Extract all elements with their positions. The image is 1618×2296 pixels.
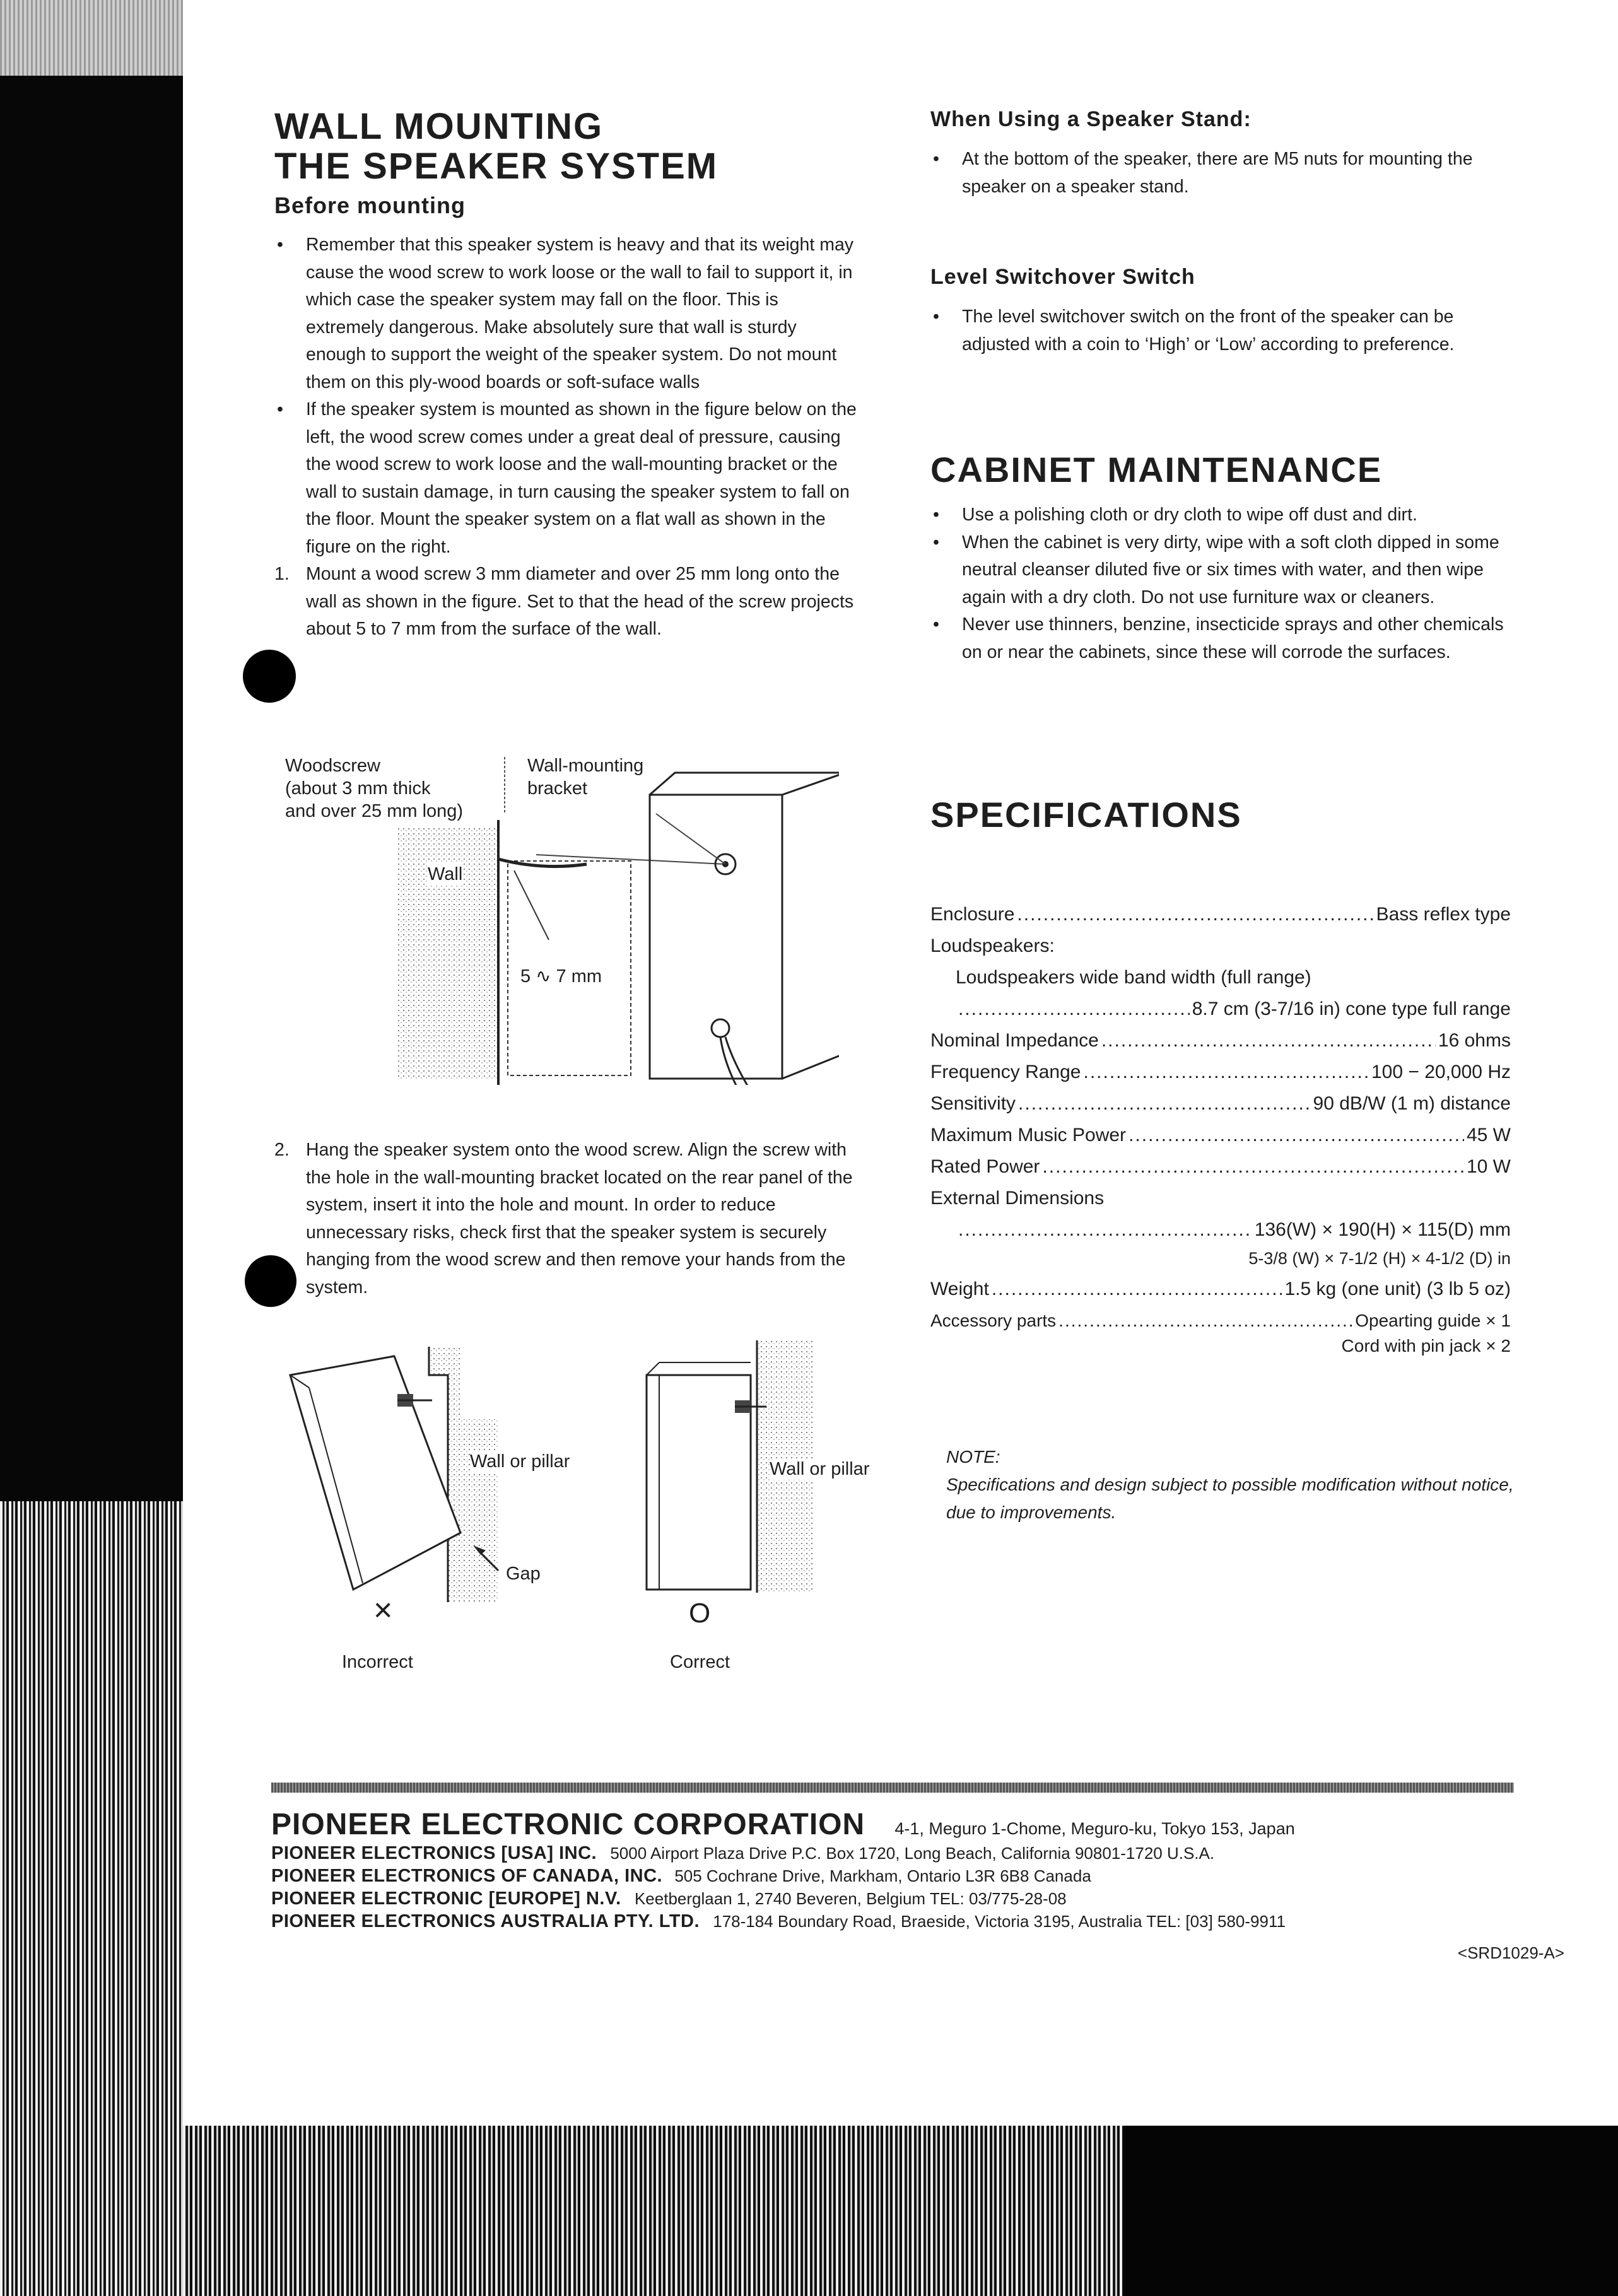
footer-europe	[271, 1890, 1067, 1907]
correct-mark-icon: O	[689, 1598, 711, 1629]
spec-value: 8.7 cm (3-7/16 in) cone type full range	[1192, 999, 1511, 1019]
spec-row-loudspeakers-value	[956, 997, 1511, 1022]
list-item-text: If the speaker system is mounted as shown in the figure below on the left, the wood screw comes under a great deal of pressure, causing the wood screw to work loose and the wall-mounting bracket or the wall to sustain damage, in turn causing the speaker system to fall on the floor. Mount the speaker system on a flat wall as shown in the figure on the right.	[306, 399, 857, 557]
spec-label: Enclosure	[930, 904, 1015, 925]
footer-australia	[271, 1912, 1286, 1930]
spec-value: 10 W	[1466, 1156, 1511, 1177]
list-item	[274, 231, 861, 396]
corporation-address: 4-1, Meguro 1-Chome, Meguro-ku, Tokyo 153, Japan	[894, 1819, 1295, 1838]
bullet-icon: •	[277, 235, 283, 255]
bullet-icon: •	[933, 307, 939, 327]
step-item	[274, 1137, 861, 1301]
list-item	[930, 303, 1517, 358]
list-item-text: Use a polishing cloth or dry cloth to wipe off dust and dirt.	[962, 505, 1417, 525]
spec-row-max-music-power	[930, 1123, 1511, 1148]
spec-label: Frequency Range	[930, 1062, 1081, 1082]
list-item	[930, 501, 1517, 529]
spec-value: Opearting guide × 1	[1355, 1311, 1511, 1330]
canada-company-name: PIONEER ELECTRONICS OF CANADA, INC.	[271, 1866, 663, 1886]
spec-row-rated-power	[930, 1154, 1511, 1180]
wall-label: Wall	[428, 864, 463, 884]
speaker-stand-title: When Using a Speaker Stand:	[930, 107, 1252, 131]
spec-label: Rated Power	[930, 1156, 1040, 1177]
australia-company-name: PIONEER ELECTRONICS AUSTRALIA PTY. LTD.	[271, 1911, 700, 1931]
spec-value: Bass reflex type	[1376, 904, 1511, 925]
spec-label: Loudspeakers:	[930, 935, 1055, 956]
bracket-label-line1: Wall-mounting	[527, 756, 644, 776]
mounting-steps-1	[274, 561, 861, 643]
spec-label: Maximum Music Power	[930, 1125, 1127, 1145]
spec-row-enclosure	[930, 902, 1511, 927]
spec-value: Cord with pin jack × 2	[1341, 1336, 1511, 1356]
correct-caption: Correct	[670, 1652, 730, 1672]
step-number: 2.	[274, 1140, 290, 1160]
bullet-icon: •	[933, 532, 939, 553]
spec-row-frequency	[930, 1060, 1511, 1085]
bullet-icon: •	[277, 399, 283, 420]
canada-address: 505 Cochrane Drive, Markham, Ontario L3R 6B8 Canada	[674, 1866, 1091, 1885]
speaker-stand-section	[930, 107, 1517, 201]
spec-label: Loudspeakers wide band width (full range)	[956, 967, 1311, 988]
list-item-text: When the cabinet is very dirty, wipe with a soft cloth dipped in some neutral cleanser diluted five or six times with water, and then wipe again with a dry cloth. Do not use furniture wax or cleaners.	[962, 532, 1499, 607]
before-mounting-list	[274, 231, 861, 561]
wall-mounting-section	[274, 107, 861, 643]
spec-value: 5-3/8 (W) × 7-1/2 (H) × 4-1/2 (D) in	[1248, 1249, 1511, 1268]
spec-value: 16 ohms	[1438, 1030, 1511, 1051]
spec-label: Weight	[930, 1279, 989, 1299]
gap-label: Gap	[506, 1564, 541, 1584]
spec-row-dimensions-inch	[956, 1246, 1511, 1271]
speaker-tilted	[290, 1356, 460, 1590]
specifications-title: SPECIFICATIONS	[930, 795, 1242, 835]
list-item-text: Never use thinners, benzine, insecticide sprays and other chemicals on or near the cabinets, since these will corrode the surfaces.	[962, 614, 1504, 662]
spec-row-external-dimensions	[930, 1186, 1511, 1211]
scan-shadow-corner	[1123, 2126, 1618, 2296]
list-item-text: Remember that this speaker system is heavy and that its weight may cause the wood screw to work loose or the wall to fail to support it, in which case the speaker system may fall on the floor. This is extremely dangerous. Make absolutely sure that wall is sturdy enough to support the weight of the speaker system. Do not mount them on this ply-wood boards or soft-suface walls	[306, 235, 854, 392]
terminal-icon	[712, 1019, 729, 1037]
step-number: 1.	[274, 564, 290, 585]
corporation-name: PIONEER ELECTRONIC CORPORATION	[271, 1808, 865, 1841]
spec-label: Sensitivity	[930, 1093, 1016, 1114]
document-code: <SRD1029-A>	[1457, 1943, 1564, 1962]
wall-or-pillar-right-label: Wall or pillar	[770, 1459, 870, 1479]
step-item	[274, 561, 861, 643]
gap-5-7mm-label: 5 ∿ 7 mm	[520, 966, 602, 987]
wall-mounting-title-line2: THE SPEAKER SYSTEM	[274, 145, 718, 187]
level-switch-section	[930, 265, 1517, 358]
scan-shadow-left	[0, 0, 183, 2296]
incorrect-mount-figure	[271, 1337, 624, 1608]
spec-value: 45 W	[1466, 1125, 1511, 1145]
europe-company-name: PIONEER ELECTRONIC [EUROPE] N.V.	[271, 1889, 621, 1909]
note-label: NOTE:	[946, 1447, 1000, 1467]
level-switch-title: Level Switchover Switch	[930, 265, 1195, 289]
spec-row-dimensions-value	[956, 1217, 1511, 1243]
incorrect-caption: Incorrect	[342, 1652, 413, 1672]
bullet-icon: •	[933, 149, 939, 169]
spec-row-accessory-2	[930, 1333, 1511, 1359]
incorrect-mark-icon: ×	[373, 1592, 393, 1629]
spec-row-loudspeakers-sub	[956, 965, 1511, 990]
cabinet-maintenance-title: CABINET MAINTENANCE	[930, 450, 1383, 489]
list-item	[930, 529, 1517, 612]
list-item	[930, 146, 1517, 201]
spec-label: Nominal Impedance	[930, 1030, 1099, 1051]
woodscrew-label-line1: Woodscrew	[285, 756, 380, 776]
spec-value: 90 dB/W (1 m) distance	[1313, 1093, 1511, 1114]
europe-address: Keetberglaan 1, 2740 Beveren, Belgium TEL: 03/775-28-08	[634, 1889, 1067, 1908]
spec-label: External Dimensions	[930, 1188, 1105, 1209]
spec-value: 1.5 kg (one unit) (3 lb 5 oz)	[1284, 1279, 1511, 1299]
usa-address: 5000 Airport Plaza Drive P.C. Box 1720, Long Beach, California 90801-1720 U.S.A.	[610, 1844, 1215, 1863]
spec-row-accessory	[930, 1308, 1511, 1333]
woodscrew-label-line3: and over 25 mm long)	[285, 801, 464, 821]
spec-row-loudspeakers	[930, 934, 1511, 959]
list-item-text: At the bottom of the speaker, there are M5 nuts for mounting the speaker on a speaker stand.	[962, 149, 1473, 197]
footer-usa	[271, 1844, 1214, 1862]
punch-hole-top	[243, 650, 296, 703]
list-item	[930, 611, 1517, 666]
spec-row-sensitivity	[930, 1091, 1511, 1116]
footer-corporation	[271, 1809, 1295, 1844]
step-text: Mount a wood screw 3 mm diameter and over 25 mm long onto the wall as shown in the figure. Set to that the head of the screw projects about 5 to 7 mm from the surface of the wall.	[306, 564, 854, 640]
mounting-diagram	[271, 757, 839, 1085]
before-mounting-subtitle: Before mounting	[274, 192, 466, 219]
spec-label: Accessory parts	[930, 1311, 1057, 1330]
woodscrew-label-line2: (about 3 mm thick	[285, 778, 431, 799]
wall-or-pillar-left-label: Wall or pillar	[470, 1451, 570, 1472]
spec-row-weight	[930, 1277, 1511, 1302]
step-text: Hang the speaker system onto the wood screw. Align the screw with the hole in the wall-mounting bracket located on the rear panel of the system, insert it into the hole and mount. In order to reduce unnecessary risks, check first that the speaker system is securely hanging from the wood screw and then remove your hands from the system.	[306, 1140, 853, 1297]
note-text: Specifications and design subject to possible modification without notice, due to improvements.	[946, 1475, 1514, 1522]
spec-row-impedance	[930, 1028, 1511, 1053]
bullet-icon: •	[933, 505, 939, 525]
list-item-text: The level switchover switch on the front of the speaker can be adjusted with a coin to ‘High’ or ‘Low’ according to preference.	[962, 307, 1455, 354]
cabinet-maintenance-section	[930, 451, 1517, 666]
bracket-label-line2: bracket	[527, 778, 588, 799]
bullet-icon: •	[933, 614, 939, 635]
mounting-step-2	[274, 1137, 861, 1301]
spec-value: 136(W) × 190(H) × 115(D) mm	[1254, 1219, 1511, 1240]
footer-divider	[271, 1783, 1514, 1793]
usa-company-name: PIONEER ELECTRONICS [USA] INC.	[271, 1843, 597, 1863]
footer-canada	[271, 1867, 1091, 1885]
wall-mounting-title-line1: WALL MOUNTING	[274, 106, 604, 147]
note-section	[946, 1443, 1514, 1526]
list-item	[274, 396, 861, 561]
australia-address: 178-184 Boundary Road, Braeside, Victoria 3195, Australia TEL: [03] 580-9911	[713, 1912, 1286, 1931]
spec-value: 100 − 20,000 Hz	[1371, 1062, 1511, 1082]
